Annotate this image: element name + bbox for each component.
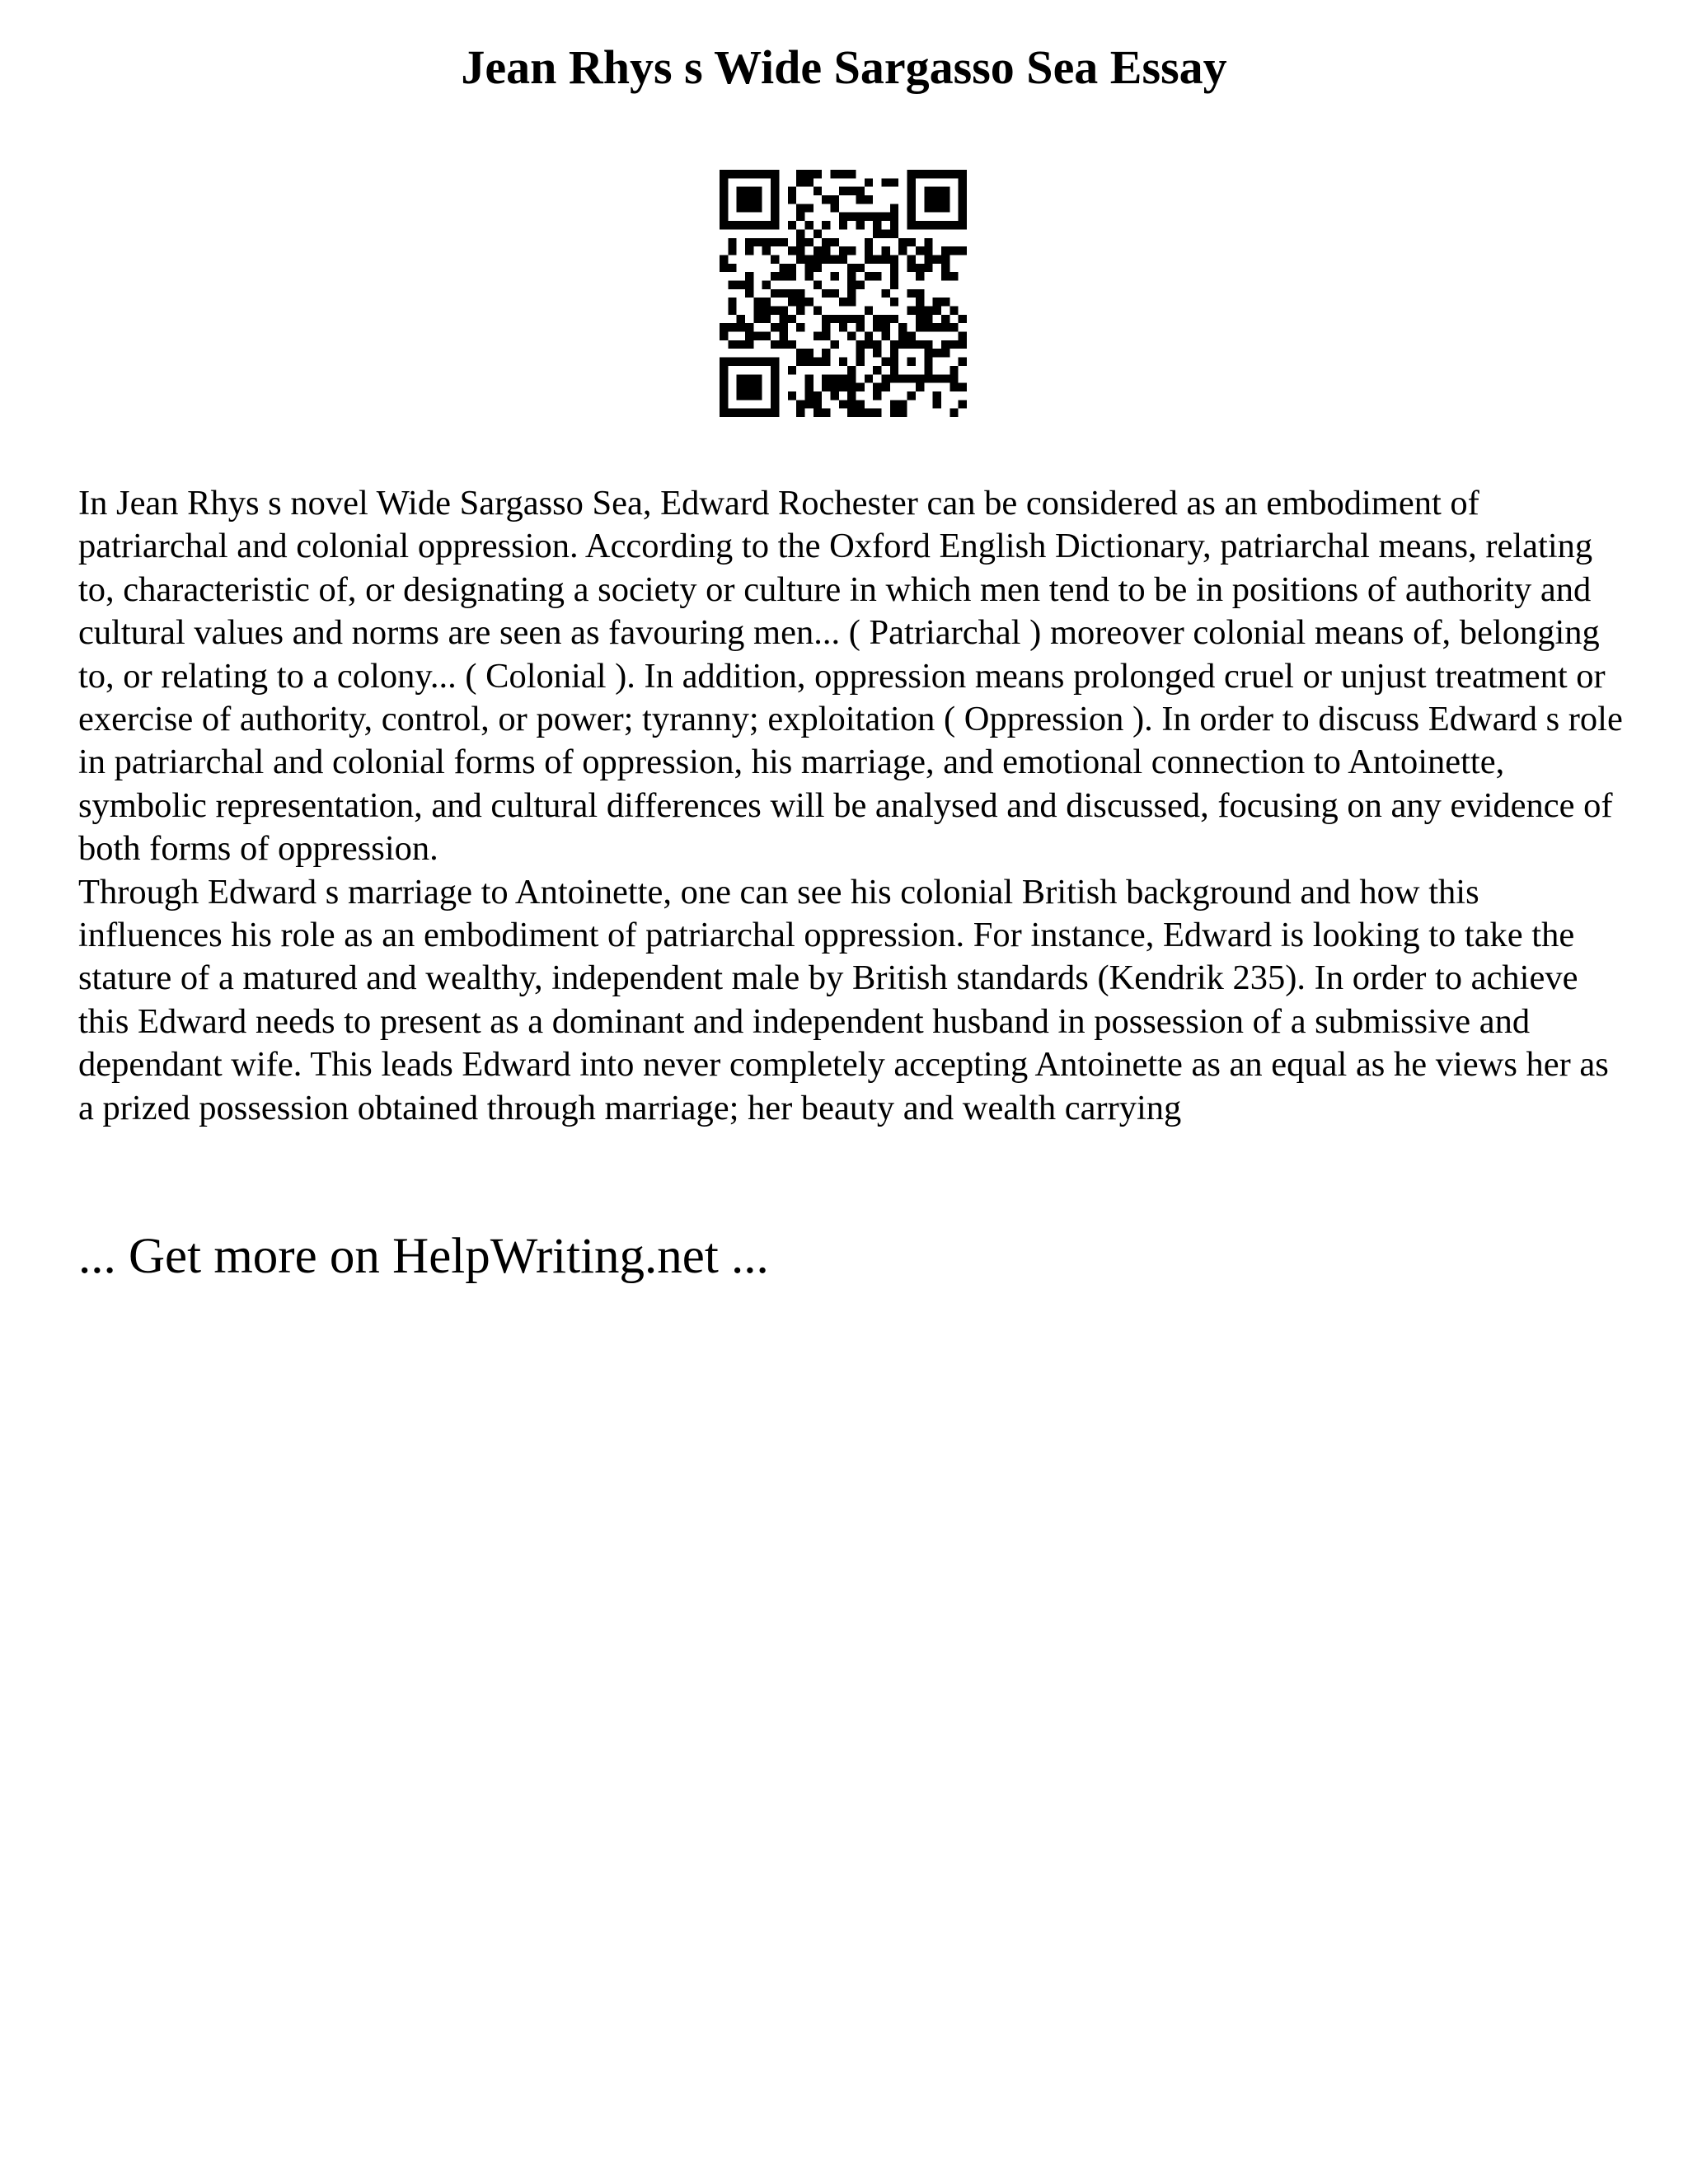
paragraph-2: Through Edward s marriage to Antoinette, one can see his colonial British background and how this influences his role as an embodiment of patriarchal oppression. For instance, Edward is looking to take the stature of a matured and wealthy, independent male by British standards (Kendrik 235). In order to achieve this Edward needs to present as a dominant and independent husband in possession of a submissive and dependant wife. This leads Edward into never completely accepting Antoinette as an equal as he views her as a prized possession obtained through marriage; her beauty and wealth carrying (78, 872, 1609, 1127)
get-more-link[interactable]: ... Get more on HelpWriting.net ... (78, 1229, 769, 1284)
essay-body (78, 482, 1628, 1130)
page-title: Jean Rhys s Wide Sargasso Sea Essay (461, 40, 1227, 94)
qr-code-icon (720, 170, 967, 417)
paragraph-1: In Jean Rhys s novel Wide Sargasso Sea, Edward Rochester can be considered as an embodiment of patriarchal and colonial oppression. According to the Oxford English Dictionary, patriarchal means, relating to, characteristic of, or designating a society or culture in which men tend to be in positions of authority and cultural values and norms are seen as favouring men... ( Patriarchal ) moreover colonial means of, belonging to, or relating to a colony... ( Colonial ). In addition, oppression means prolonged cruel or unjust treatment or exercise of authority, control, or power; tyranny; exploitation ( Oppression ). In order to discuss Edward s role in patriarchal and colonial forms of oppression, his marriage, and emotional connection to Antoinette, symbolic representation, and cultural differences will be analysed and discussed, focusing on any evidence of both forms of oppression. (78, 484, 1623, 869)
